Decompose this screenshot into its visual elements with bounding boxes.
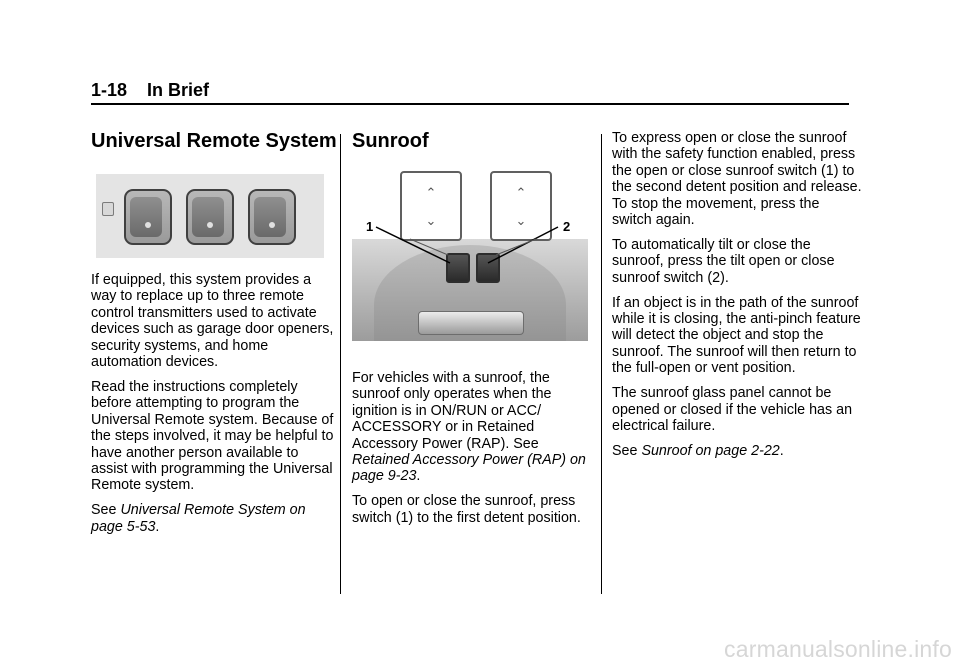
callout-label-2: 2 (563, 219, 571, 234)
column-divider-2 (601, 134, 602, 594)
middle-column-text (352, 370, 598, 535)
paragraph: To automatically tilt or close the sunroof, press the tilt open or close sunroof switch (2). (612, 236, 835, 286)
section-title: In Brief (147, 80, 210, 100)
right-column-text (612, 130, 862, 468)
callout-lines (352, 169, 588, 341)
paragraph: Read the instructions completely before attempting to program the Universal Remote system. Because of the steps involved, it may be helpful to have another person available to assist with programming the Universal Remote system. (91, 378, 334, 494)
paragraph: The sunroof glass panel cannot be opened or closed if the vehicle has an electrical failure. (612, 385, 853, 434)
paragraph: For vehicles with a sunroof, the sunroof only operates when the ignition is in ON/RUN or ACC/ ACCESSORY or in Retained Accessory Power (RAP). See Retained Accessory Power (RAP) on page 9-23. (352, 370, 586, 485)
remote-button-icon (124, 189, 172, 245)
callout-label-1: 1 (366, 219, 374, 234)
paragraph: To open or close the sunroof, press switch (1) to the first detent position. (352, 493, 581, 526)
heading-sunroof: Sunroof (352, 130, 429, 152)
cross-reference-link[interactable]: Universal Remote System on page 5-53 (91, 502, 306, 535)
header-rule (91, 103, 849, 105)
universal-remote-illustration (96, 174, 324, 258)
switch-detail-icon: ⌃ ⌄ (400, 171, 462, 241)
switch-detail-icon: ⌃ ⌄ (490, 171, 552, 241)
page-number: 1-18 (91, 80, 128, 100)
remote-button-icon (186, 189, 234, 245)
sunroof-console-illustration (352, 169, 588, 341)
paragraph: If an object is in the path of the sunroof while it is closing, the anti-pinch feature will detect the object and stop the sunroof. The sunroof will then return to the full-open or vent position. (612, 294, 861, 377)
cross-reference-link[interactable]: Sunroof on page 2-22 (641, 442, 780, 459)
indicator-light-icon (102, 202, 114, 216)
see-reference: See Universal Remote System on page 5-53. (91, 502, 306, 535)
cross-reference-link[interactable]: Retained Accessory Power (RAP) on page 9-23 (352, 452, 586, 485)
watermark: carmanualsonline.info (724, 636, 952, 662)
page-header (91, 80, 209, 101)
see-reference: See Sunroof on page 2-22. (612, 442, 784, 459)
heading-universal-remote: Universal Remote System (91, 130, 337, 152)
column-divider-1 (340, 134, 341, 594)
paragraph: If equipped, this system provides a way to replace up to three remote control transmitters used to activate devices such as garage door openers, security systems, and home automation devices. (91, 272, 334, 371)
left-column-text (91, 272, 337, 544)
paragraph: To express open or close the sunroof with the safety function enabled, press the open or close sunroof switch (1) to the second detent position and release. To stop the movement, press the switch again. (612, 130, 862, 229)
remote-button-icon (248, 189, 296, 245)
